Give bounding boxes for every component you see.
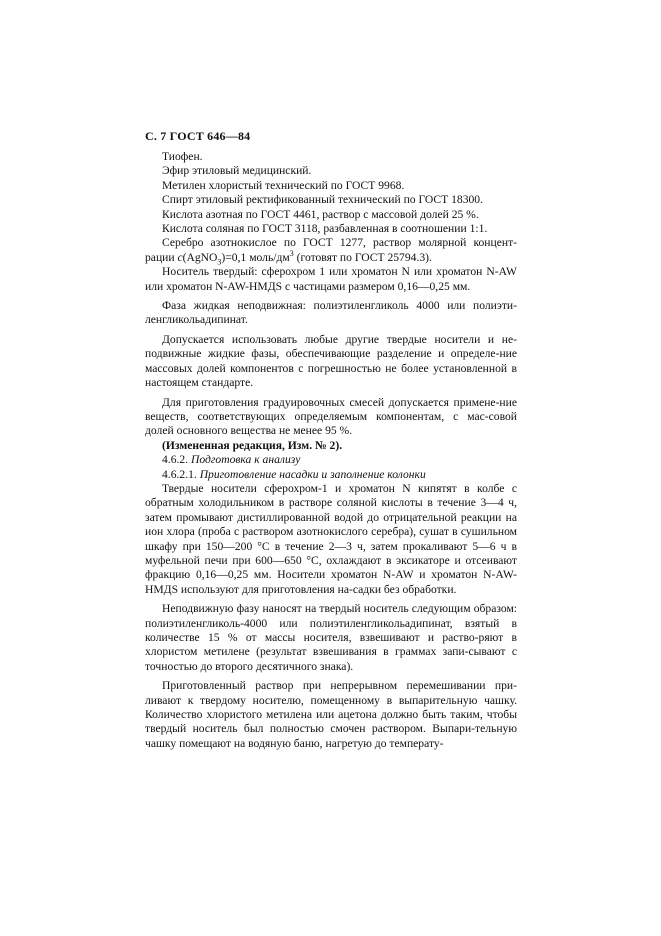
line-nitric-acid: Кислота азотная по ГОСТ 4461, раствор с массовой долей 25 %. [162,207,479,221]
section-4-6-2-title: Подготовка к анализу [191,453,301,467]
line-ether: Эфир этиловый медицинский. [162,164,312,178]
page-header: С. 7 ГОСТ 646—84 [145,129,251,143]
silver-nitrate-formula: (AgNO [182,250,218,264]
paragraph-carrier-treatment: Твердые носители сферохром-1 и хроматон N кипятят в колбе с обратным холодильником в растворе соляной кислоты в течение 3—4 ч, затем промывают дистиллированной водой до отрицательной реакции на ион хлора (проба с раствором азотнокислого серебра), сушат в сушильном шкафу при 150—200 °C в течение 2—3 ч, затем прокаливают 5—6 ч в муфельной печи при 600—650 °C, охлаждают в эксикаторе и отсеивают фракцию 0,16—0,25 мм. Носители хроматон N-AW и хроматон N-AW-HMДS используют для приготовления на-садки без обработки. [145,481,517,596]
paragraph-stationary-phase: Неподвижную фазу наносят на твердый носитель следующим образом: полиэтиленгликоль-4000 или полиэтиленгликольадипинат, взятый в количестве 15 % от массы носителя, взвешивают и раство-ряют в хлористом метилене (результат взвешивания в граммах запи-сывают с точностью до второго десятичного знака). [145,602,517,673]
line-silver-nitrate [145,236,517,265]
line-hydrochloric-acid: Кислота соляная по ГОСТ 3118, разбавленная в соотношении 1:1. [162,222,488,236]
section-4-6-2-number: 4.6.2. [162,453,189,467]
line-solid-carrier: Носитель твердый: сферохром 1 или хроматон N или хроматон N-AW или хроматон N-AW-HMДS с частицами размером 0,16—0,25 мм. [145,265,517,293]
line-liquid-phase: Фаза жидкая неподвижная: полиэтиленгликоль 4000 или полиэти-ленгликольадипинат. [145,299,517,327]
section-4-6-2-1 [145,468,517,482]
paragraph-solution: Приготовленный раствор при непрерывном перемешивании при-ливают к твердому носителю, помещенному в выпарительную чашку. Количество хлористого метилена или ацетона должно быть таким, чтобы твердый носитель был полностью смочен раствором. Выпари-тельную чашку помещают на водяную баню, нагретую до температу- [145,679,517,750]
line-ethanol: Спирт этиловый ректификованный технический по ГОСТ 18300. [162,193,484,207]
body-text [145,150,517,751]
silver-nitrate-text-e: (готовят по ГОСТ 25794.3). [293,250,432,264]
silver-nitrate-text-a: Серебро азотнокислое по ГОСТ 1277, раствор молярной концент-рации [145,236,517,264]
paragraph-allowed-carriers: Допускается использовать любые другие твердые носители и не-подвижные жидкие фазы, обеспечивающие разделение и определе-ние массовых долей компонентов с погрешностью не более установленной в настоящем стандарте. [145,332,517,390]
section-4-6-2 [145,453,517,467]
silver-nitrate-c: c [177,250,183,264]
silver-nitrate-sup: 3 [289,248,294,258]
silver-nitrate-conc: )=0,1 моль/дм [221,250,290,264]
paragraph-calibration: Для приготовления градуировочных смесей допускается примене-ние веществ, соответствующих определяемым компонентам, с мас-совой долей основного вещества не менее 95 %. [145,395,517,438]
line-thiophene: Тиофен. [162,150,203,163]
line-methylene-chloride: Метилен хлористый технический по ГОСТ 9968. [162,178,405,192]
section-4-6-2-1-title: Приготовление насадки и заполнение колонки [199,467,426,481]
section-4-6-2-1-number: 4.6.2.1. [162,467,197,481]
silver-nitrate-sub: 3 [217,257,222,267]
revision-note: (Измененная редакция, Изм. № 2). [162,438,343,452]
